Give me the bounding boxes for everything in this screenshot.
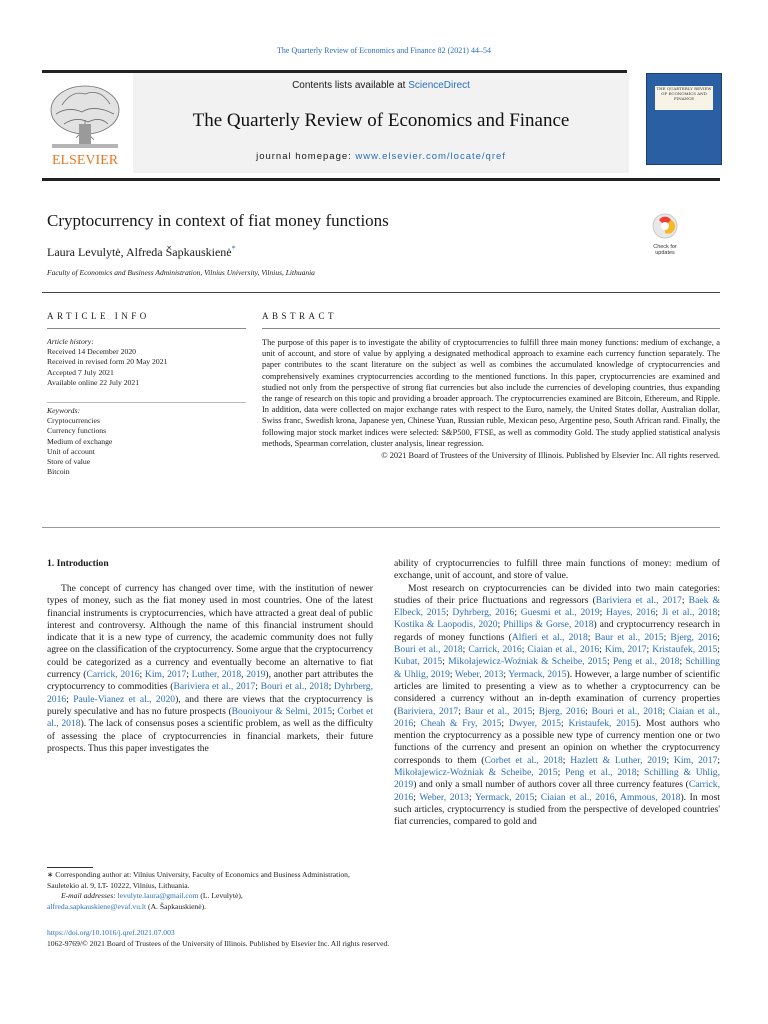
body-text: ; bbox=[534, 791, 541, 803]
citation-link[interactable]: Weber, 2013 bbox=[419, 791, 469, 803]
body-text: ; bbox=[521, 644, 528, 656]
body-text: ; bbox=[458, 705, 465, 717]
citation-link[interactable]: Schilling & Uhlig, 2019 bbox=[394, 656, 720, 680]
homepage-link[interactable]: www.elsevier.com/locate/qref bbox=[355, 151, 506, 162]
citation-link[interactable]: Yermack, 2015 bbox=[474, 791, 535, 803]
citation-link[interactable]: Bariviera, 2017 bbox=[397, 705, 459, 717]
body-text: ; bbox=[66, 693, 74, 705]
citation-link[interactable]: Baur et al., 2015 bbox=[594, 631, 664, 643]
citation-link[interactable]: Bouoiyour & Selmi, 2015 bbox=[231, 705, 333, 717]
body-text: , bbox=[614, 791, 621, 803]
body-column-left bbox=[47, 583, 373, 755]
citation-link[interactable]: Kim, 2017 bbox=[144, 669, 187, 681]
citation-link[interactable]: Ciaian et al., 2016 bbox=[540, 791, 615, 803]
journal-citation[interactable]: The Quarterly Review of Economics and Finance 82 (2021) 44–54 bbox=[277, 46, 491, 55]
body-text: ; bbox=[717, 631, 720, 643]
citation-link[interactable]: Bariviera et al., 2017 bbox=[173, 681, 256, 693]
body-text: ; bbox=[587, 631, 595, 643]
article-history: Article history: Received 14 December 2020 Received in revised form 20 May 2021 Accepted 7 July 2021 Available online 22 July 2021 bbox=[47, 337, 246, 388]
citation-link[interactable]: Bjerg, 2016 bbox=[670, 631, 718, 643]
keyword: Bitcoin bbox=[47, 467, 70, 477]
citation-link[interactable]: Carrick, 2016 bbox=[394, 779, 720, 803]
citation-link[interactable]: Bouri et al., 2018 bbox=[591, 705, 663, 717]
citation-link[interactable]: Peng et al., 2018 bbox=[612, 656, 680, 668]
body-text: ; bbox=[646, 644, 653, 656]
body-text: ; bbox=[666, 754, 674, 766]
body-text: ). The lack of consensus poses a scientific problem, as well as the difficulty of assessing the place of cryptocurrencies in financial markets, their future prospects. Thus this paper investigates the bbox=[47, 718, 374, 754]
citation-link[interactable]: Carrick, 2016 bbox=[86, 669, 140, 681]
keyword: Cryptocurrencies bbox=[47, 416, 100, 426]
keywords-list: Keywords: Cryptocurrencies Currency functions Medium of exchange Unit of account Store of value Bitcoin bbox=[47, 406, 246, 477]
body-text: ), another part attributes the cryptocurrency to commodities ( bbox=[47, 669, 373, 693]
body-text: ), and there are views that the cryptocurrency is purely speculative and has no future prospects ( bbox=[47, 693, 374, 717]
history-item: Accepted 7 July 2021 bbox=[47, 367, 114, 377]
citation-link[interactable]: Luther, 2018 bbox=[191, 669, 242, 681]
body-text: ) and only a small number of authors cover all three currency features ( bbox=[413, 779, 689, 791]
affiliation: Faculty of Economics and Business Administration, Vilnius University, Vilnius, Lithuania bbox=[47, 268, 315, 277]
body-text: ; bbox=[413, 717, 421, 729]
body-text: ; bbox=[561, 717, 569, 729]
citation-link[interactable]: Bouri et al., 2018 bbox=[260, 681, 329, 693]
keyword: Medium of exchange bbox=[47, 436, 113, 446]
citation-link[interactable]: Corbet et al., 2018 bbox=[47, 705, 373, 730]
citation-link[interactable]: Peng et al., 2018 bbox=[565, 767, 637, 779]
body-text: ; bbox=[442, 656, 449, 668]
journal-title: The Quarterly Review of Economics and Finance bbox=[192, 110, 570, 131]
info-rule bbox=[47, 328, 246, 329]
citation-link[interactable]: Ammous, 2018 bbox=[620, 791, 681, 803]
citation-link[interactable]: Dwyer, 2015 bbox=[508, 717, 562, 729]
body-text: ) and cryptocurrency research in regards of money functions ( bbox=[394, 619, 720, 643]
cover-title: THE QUARTERLY REVIEW OF ECONOMICS AND FINANCE bbox=[655, 86, 713, 110]
body-text: ; bbox=[501, 717, 509, 729]
citation-link[interactable]: Dyhrberg, 2016 bbox=[452, 607, 515, 619]
body-text: ; bbox=[717, 754, 720, 766]
citation-link[interactable]: Paule-Vianez et al., 2020 bbox=[73, 693, 176, 705]
citation-link[interactable]: Dyhrberg, 2016 bbox=[47, 681, 373, 705]
citation-link[interactable]: Hazlett & Luther, 2019 bbox=[570, 754, 667, 766]
citation-link[interactable]: 2019 bbox=[246, 669, 266, 681]
body-text: ; bbox=[655, 607, 662, 619]
body-column-right bbox=[394, 558, 720, 829]
body-text: ; bbox=[662, 705, 669, 717]
body-text: ; bbox=[514, 607, 521, 619]
intro-paragraph-1-continued: ability of cryptocurrencies to fulfill three main functions of money: medium of exchange, unit of account, and store of value. bbox=[394, 558, 720, 582]
elsevier-tree-icon bbox=[42, 80, 128, 168]
title-rule bbox=[42, 292, 720, 293]
doi-link[interactable]: https://doi.org/10.1016/j.qref.2021.07.003 bbox=[47, 928, 175, 937]
body-text: ; bbox=[255, 681, 261, 693]
keyword: Store of value bbox=[47, 457, 91, 467]
keyword: Unit of account bbox=[47, 446, 95, 456]
body-text: ; bbox=[585, 705, 592, 717]
body-text: ; bbox=[449, 668, 455, 680]
abstract-bottom-rule bbox=[42, 527, 720, 528]
abstract-rule bbox=[262, 328, 720, 329]
citation-link[interactable]: Baur et al., 2015 bbox=[464, 705, 533, 717]
citation-link[interactable]: Kostika & Laopodis, 2020 bbox=[394, 619, 498, 631]
corresponding-author-note: ∗ Corresponding author at: Vilnius University, Faculty of Economics and Business Administration, Sauletekio al. 9, LT- 10222, Vilnius, Lithuania. bbox=[47, 870, 350, 890]
citation-link[interactable]: Baek & Elbeck, 2015 bbox=[394, 594, 721, 619]
abstract-heading: ABSTRACT bbox=[262, 311, 338, 321]
body-text: ; bbox=[186, 669, 192, 681]
section-heading-introduction: 1. Introduction bbox=[47, 558, 109, 569]
citation-link[interactable]: Bouri et al., 2018 bbox=[394, 644, 463, 656]
citation-link[interactable]: Ji et al., 2018 bbox=[661, 607, 718, 619]
contents-availability: Contents lists available at ScienceDirect bbox=[292, 80, 470, 91]
body-text: ; bbox=[445, 607, 453, 619]
email-link-levulyte[interactable]: levulyte.laura@gmail.com bbox=[117, 891, 199, 900]
citation-link[interactable]: Corbet et al., 2018 bbox=[484, 754, 563, 766]
masthead-bottom-rule bbox=[42, 178, 720, 181]
history-item: Available online 22 July 2021 bbox=[47, 377, 140, 387]
body-text: The concept of currency has changed over time, with the institution of newer types of money, such as the fiat money used in most countries. One of the latest financial instruments is cryptocurrencies, which have attracted a great deal of public interest and controversy. Although the name of this financial instrument should indicate that it is a new type of currency, the academic community does not fully agree on the classification of the cryptocurrency. Some argue that the cryptocurrency could be categorized as a currency and eventually become an alternative to fiat currency ( bbox=[47, 583, 373, 681]
body-text: ). Most authors who mention the cryptocurrency as a possible new type of currency mention one or two functions of the currency and present an opinion on whether the cryptocurrency corresponds to them ( bbox=[394, 717, 720, 766]
email-link-sapkauskiene[interactable]: alfreda.sapkauskiene@evaf.vu.lt bbox=[47, 901, 147, 911]
article-title: Cryptocurrency in context of fiat money functions bbox=[47, 211, 389, 230]
body-text: ; bbox=[139, 669, 145, 681]
article-info-heading: ARTICLE INFO bbox=[47, 311, 150, 321]
check-for-updates-badge[interactable] bbox=[650, 213, 680, 256]
citation-link[interactable]: Weber, 2013 bbox=[454, 668, 504, 680]
body-text: ; bbox=[663, 631, 671, 643]
footnotes: ∗ Corresponding author at: Vilnius University, Faculty of Economics and Business Administration, Sauletekio al. 9, LT- 10222, Vilnius, Lithuania. E-mail addresses: levulyte.laura@gmail.com (L. Levulytė), alfreda.sapkauskiene@evaf.vu.lt (A. Šapkauskienė). bbox=[47, 870, 373, 912]
history-item: Received 14 December 2020 bbox=[47, 347, 137, 357]
citation-link[interactable]: Kristaufek, 2015 bbox=[568, 717, 636, 729]
body-text: ; bbox=[717, 644, 720, 656]
journal-cover-image[interactable] bbox=[646, 73, 722, 165]
body-text: ; bbox=[606, 656, 613, 668]
body-text: ; bbox=[503, 668, 509, 680]
abstract-body: The purpose of this paper is to investigate the ability of cryptocurrencies to fulfill three main money functions: medium of exchange, a unit of account, and store of value by applying a designated methodical approach to examine each currency function separately. The paper contributes to the scant literature on the subject as well as combines the accumulated knowledge of cryptocurrencies and comprehensively examines cryptocurrencies according to the mentioned functions. In this paper, cryptocurrencies are examined and studied not only from the perspective of strong fiat currencies but also include the currencies of developing countries, thus expanding the range of research on this topic and providing a broader approach. The cryptocurrencies examined are Bitcoin, Ethereum, and Ripple. In addition, data were collected on major exchange rates with respect to the Euro, namely, the United States dollar, Australian dollar, Swiss franc, Swedish krona, Japanese yen, Chinese Yuan, Russian ruble, Mexican peso, Argentine peso, South African rand. Finally, the following major stock market indices were selected: S&P500, FTSE, as well as commodity Gold. The study applied statistical analysis methods, Spearman correlation, cluster analysis, linear regression. © 2021 Board of Trustees of the University of Illinois. Published by Elsevier Inc. All rights reserved. bbox=[262, 338, 720, 461]
footnote-rule bbox=[47, 867, 93, 868]
publisher-name: ELSEVIER bbox=[51, 153, 119, 168]
body-text: ; bbox=[332, 705, 338, 717]
body-text: ; bbox=[599, 607, 607, 619]
body-text: ; bbox=[717, 607, 720, 619]
body-text: ; bbox=[681, 594, 689, 606]
citation-link[interactable]: Schilling & Uhlig, 2019 bbox=[394, 767, 720, 791]
intro-paragraph-2 bbox=[394, 583, 720, 829]
sciencedirect-link[interactable]: ScienceDirect bbox=[408, 80, 470, 91]
citation-link[interactable]: Bjerg, 2016 bbox=[538, 705, 586, 717]
body-text: ; bbox=[562, 754, 571, 766]
citation-link[interactable]: Carrick, 2016 bbox=[468, 644, 522, 656]
body-text: Most research on cryptocurrencies can be divided into two main categories: studies of their price fluctuations and regressors ( bbox=[394, 582, 720, 606]
body-text: ). In most such articles, cryptocurrency is studied from the perspective of developed countries' fiat currencies, compared to gold and bbox=[394, 791, 720, 828]
body-text: ; bbox=[413, 791, 420, 803]
citation-link[interactable]: Mikołajewicz-Woźniak & Scheibe, 2015 bbox=[394, 767, 558, 779]
keyword: Currency functions bbox=[47, 426, 107, 436]
citation-link[interactable]: Bariviera et al., 2017 bbox=[595, 594, 682, 606]
citation-link[interactable]: Mikołajewicz-Woźniak & Scheibe, 2015 bbox=[448, 656, 607, 668]
citation-link[interactable]: Phillips & Gorse, 2018 bbox=[503, 619, 594, 631]
citation-link[interactable]: Ciaian et al., 2016 bbox=[394, 705, 720, 729]
citation-link[interactable]: Yermack, 2015 bbox=[508, 668, 567, 680]
citation-link[interactable]: Kubat, 2015 bbox=[394, 656, 443, 668]
body-text: ). However, a large number of scientific articles are limited to presenting a view as to whether a cryptocurrency can be considered a currency without an in-depth examination of currency properties ( bbox=[394, 668, 720, 717]
citation-link[interactable]: Ciaian et al., 2016 bbox=[527, 644, 600, 656]
body-text: ; bbox=[532, 705, 539, 717]
elsevier-logo bbox=[42, 80, 128, 168]
body-text: ; bbox=[679, 656, 686, 668]
body-text: ; bbox=[636, 767, 644, 779]
body-text: ; bbox=[599, 644, 605, 656]
crossmark-icon bbox=[650, 213, 680, 239]
author-list: Laura Levulytė, Alfreda Šapkauskienė* bbox=[47, 244, 236, 259]
citation-link[interactable]: Kim, 2017 bbox=[604, 644, 647, 656]
citation-link[interactable]: Kristaufek, 2015 bbox=[652, 644, 718, 656]
citation-link[interactable]: Guesmi et al., 2019 bbox=[520, 607, 600, 619]
issn-copyright: 1062-9769/© 2021 Board of Trustees of the University of Illinois. Published by Elsevier Inc. All rights reserved. bbox=[47, 939, 390, 948]
body-text: ; bbox=[462, 644, 469, 656]
corresponding-author-mark[interactable]: * bbox=[231, 244, 236, 253]
intro-paragraph-1 bbox=[47, 583, 373, 755]
body-text: , bbox=[241, 669, 247, 681]
keywords-rule bbox=[47, 402, 246, 403]
citation-link[interactable]: Kim, 2017 bbox=[673, 754, 718, 766]
citation-link[interactable]: Hayes, 2016 bbox=[606, 607, 656, 619]
history-item: Received in revised form 20 May 2021 bbox=[47, 357, 168, 367]
body-text: ; bbox=[557, 767, 566, 779]
citation-link[interactable]: Alfieri et al., 2018 bbox=[511, 631, 588, 643]
citation-link[interactable]: Cheah & Fry, 2015 bbox=[420, 717, 502, 729]
abstract-copyright: © 2021 Board of Trustees of the University of Illinois. Published by Elsevier Inc. All rights reserved. bbox=[381, 451, 720, 461]
body-text: ; bbox=[497, 619, 504, 631]
check-updates-label: Check for updates bbox=[653, 244, 677, 256]
body-text: ; bbox=[468, 791, 475, 803]
journal-homepage: journal homepage: www.elsevier.com/locate/qref bbox=[256, 151, 506, 162]
body-text: ; bbox=[328, 681, 334, 693]
